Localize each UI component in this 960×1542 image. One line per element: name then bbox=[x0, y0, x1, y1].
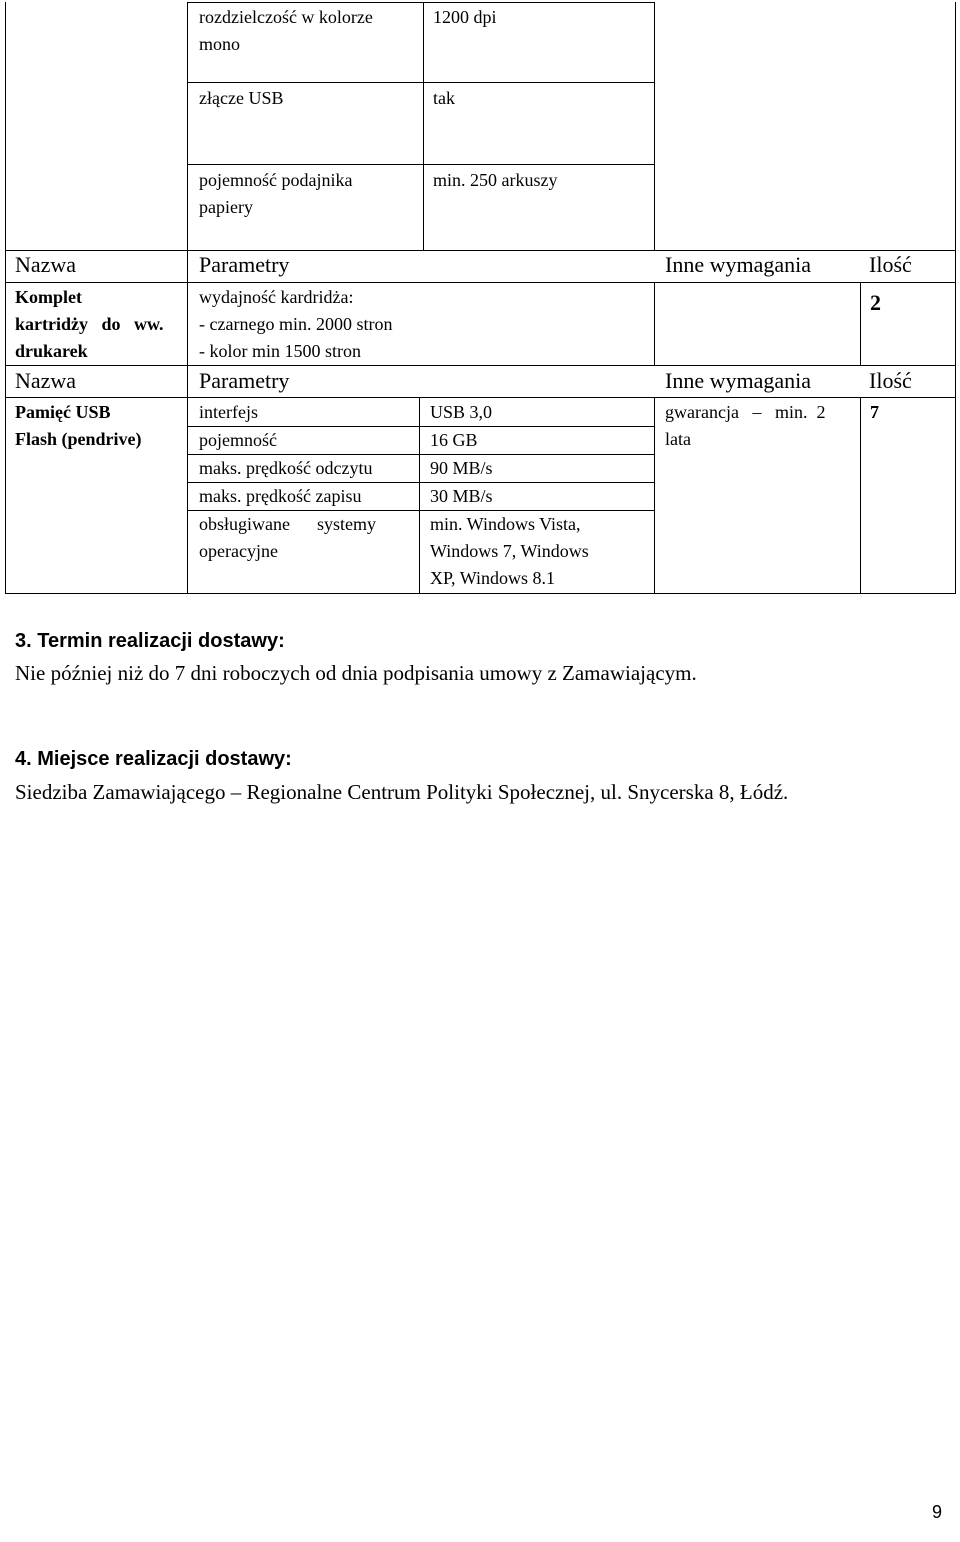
param-label: maks. prędkość zapisu bbox=[199, 486, 362, 506]
param-value: min. 250 arkuszy bbox=[433, 170, 558, 190]
item-quantity: 2 bbox=[870, 290, 881, 315]
section-heading: 3. Termin realizacji dostawy: bbox=[15, 630, 285, 652]
param-label: papiery bbox=[199, 197, 253, 217]
param-value: Windows 7, Windows bbox=[430, 541, 589, 561]
param-value: USB 3,0 bbox=[430, 402, 493, 422]
header-nazwa: Nazwa bbox=[15, 368, 77, 393]
param-value: XP, Windows 8.1 bbox=[430, 568, 555, 588]
section-heading: 4. Miejsce realizacji dostawy: bbox=[15, 748, 292, 770]
param-label: pojemność bbox=[199, 430, 277, 450]
param-value: min. Windows Vista, bbox=[430, 514, 581, 534]
header-parametry: Parametry bbox=[199, 368, 290, 393]
item-param: - czarnego min. 2000 stron bbox=[199, 314, 393, 334]
header-ilosc: Ilość bbox=[869, 368, 912, 393]
param-label: operacyjne bbox=[199, 541, 278, 561]
item-name: Pamięć USB bbox=[15, 402, 111, 422]
section-text: Nie później niż do 7 dni roboczych od dnia podpisania umowy z Zamawiającym. bbox=[15, 661, 697, 685]
param-label: mono bbox=[199, 34, 241, 54]
item-param: wydajność kardridża: bbox=[199, 287, 354, 307]
param-value: 1200 dpi bbox=[433, 7, 497, 27]
param-label: rozdzielczość w kolorze bbox=[199, 7, 373, 27]
header-inne-wymagania: Inne wymagania bbox=[665, 252, 811, 277]
param-value: 90 MB/s bbox=[430, 458, 493, 478]
param-label: złącze USB bbox=[199, 88, 284, 108]
item-name: kartridży do ww. bbox=[15, 314, 164, 334]
header-ilosc: Ilość bbox=[869, 252, 912, 277]
param-label: obsługiwane systemy bbox=[199, 514, 376, 534]
item-quantity: 7 bbox=[870, 402, 879, 422]
header-nazwa: Nazwa bbox=[15, 252, 77, 277]
param-value: 16 GB bbox=[430, 430, 478, 450]
header-inne-wymagania: Inne wymagania bbox=[665, 368, 811, 393]
param-label: pojemność podajnika bbox=[199, 170, 353, 190]
param-label: maks. prędkość odczytu bbox=[199, 458, 373, 478]
param-value: 30 MB/s bbox=[430, 486, 493, 506]
section-text: Siedziba Zamawiającego – Regionalne Centrum Polityki Społecznej, ul. Snycerska 8, Łódź. bbox=[15, 780, 789, 804]
item-name: Flash (pendrive) bbox=[15, 429, 142, 449]
param-label: interfejs bbox=[199, 402, 258, 422]
item-inne-wymagania: lata bbox=[665, 429, 691, 449]
item-param: - kolor min 1500 stron bbox=[199, 341, 361, 361]
header-parametry: Parametry bbox=[199, 252, 290, 277]
param-value: tak bbox=[433, 88, 455, 108]
page-number: 9 bbox=[932, 1502, 943, 1522]
item-name: drukarek bbox=[15, 341, 88, 361]
item-name: Komplet bbox=[15, 287, 82, 307]
item-inne-wymagania: gwarancja – min. 2 bbox=[665, 402, 826, 422]
